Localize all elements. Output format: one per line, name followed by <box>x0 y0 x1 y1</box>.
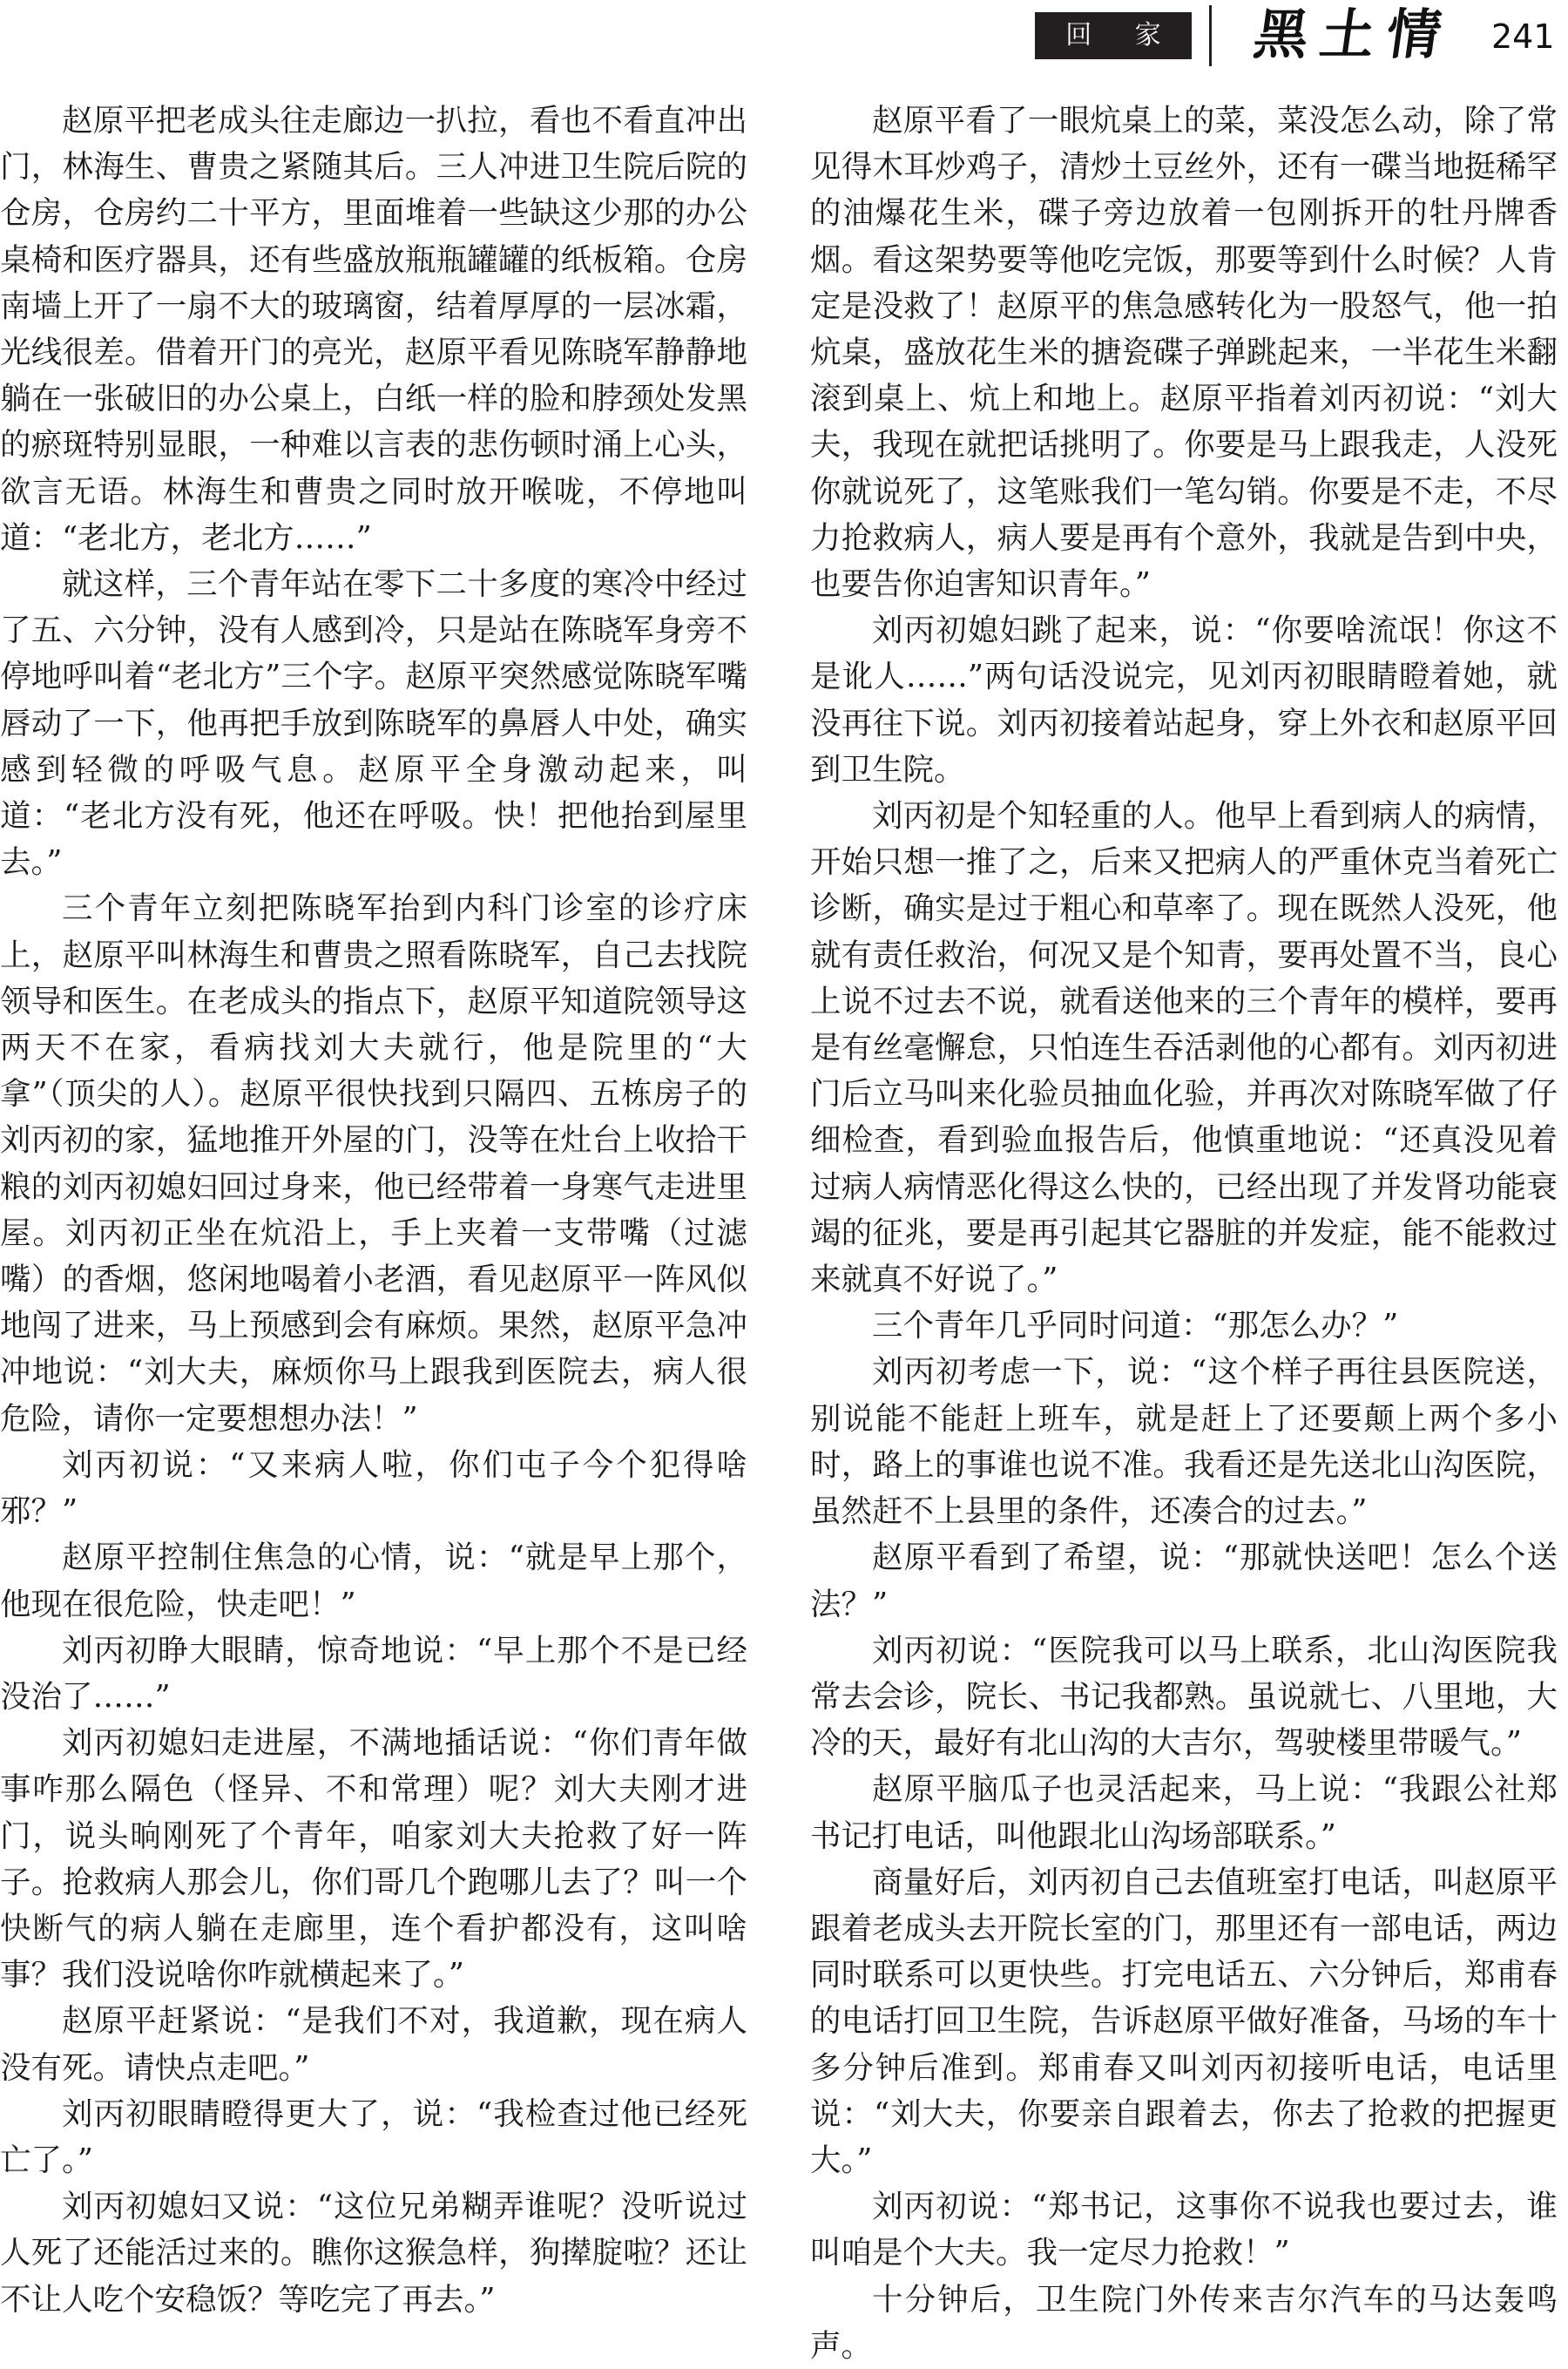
page-number: 241 <box>1491 17 1555 56</box>
paragraph: 赵原平看了一眼炕桌上的菜，菜没怎么动，除了常见得木耳炒鸡子，清炒土豆丝外，还有一碟当地挺稀罕的油爆花生米，碟子旁边放着一包刚拆开的牡丹牌香烟。看这架势要等他吃完饭，那要等到什么时候？人肯定是没救了！赵原平的焦急感转化为一股怒气，他一拍炕桌，盛放花生米的搪瓷碟子弹跳起来，一半花生米翻滚到桌上、炕上和地上。赵原平指着刘丙初说：“刘大夫，我现在就把话挑明了。你要是马上跟我走，人没死你就说死了，这笔账我们一笔勾销。你要是不走，不尽力抢救病人，病人要是再有个意外，我就是告到中央，也要告你迫害知识青年。” <box>810 103 1558 603</box>
header-divider <box>1209 5 1212 66</box>
right-column <box>810 98 1558 2369</box>
paragraph: 刘丙初说：“又来病人啦，你们屯子今个犯得啥邪？” <box>0 1446 747 1530</box>
paragraph: 赵原平看到了希望，说：“那就快送吧！怎么个送法？” <box>810 1540 1558 1622</box>
section-label: 回 家 <box>1035 12 1192 59</box>
paragraph: 刘丙初眼睛瞪得更大了，说：“我检查过他已经死亡了。” <box>0 2095 747 2178</box>
paragraph: 刘丙初考虑一下，说：“这个样子再往县医院送，别说能不能赶上班车，就是赶上了还要颠上两个多小时，路上的事谁也说不准。我看还是先送北山沟医院，虽然赶不上县里的条件，还凑合的过去。” <box>810 1354 1558 1530</box>
left-column <box>0 98 747 2323</box>
paragraph: 三个青年几乎同时问道：“那怎么办？” <box>872 1308 1399 1344</box>
paragraph: 刘丙初媳妇跳了起来，说：“你要啥流氓！你这不是讹人……”两句话没说完，见刘丙初眼睛瞪着她，就没再往下说。刘丙初接着站起身，穿上外衣和赵原平回到卫生院。 <box>810 613 1558 788</box>
paragraph: 赵原平赶紧说：“是我们不对，我道歉，现在病人没有死。请快点走吧。” <box>0 2003 747 2086</box>
paragraph: 赵原平控制住焦急的心情，说：“就是早上那个，他现在很危险，快走吧！” <box>0 1540 747 1622</box>
paragraph: 赵原平把老成头往走廊边一扒拉，看也不看直冲出门，林海生、曹贵之紧随其后。三人冲进卫生院后院的仓房，仓房约二十平方，里面堆着一些缺这少那的办公桌椅和医疗器具，还有些盛放瓶瓶罐罐的纸板箱。仓房南墙上开了一扇不大的玻璃窗，结着厚厚的一层冰霜，光线很差。借着开门的亮光，赵原平看见陈晓军静静地躺在一张破旧的办公桌上，白纸一样的脸和脖颈处发黑的瘀斑特别显眼，一种难以言表的悲伤顿时涌上心头，欲言无语。林海生和曹贵之同时放开喉咙，不停地叫道：“老北方，老北方……” <box>0 103 747 556</box>
paragraph: 刘丙初说：“郑书记，这事你不说我也要过去，谁叫咱是个大夫。我一定尽力抢救！” <box>810 2189 1558 2271</box>
paragraph: 就这样，三个青年站在零下二十多度的寒冷中经过了五、六分钟，没有人感到冷，只是站在陈晓军身旁不停地呼叫着“老北方”三个字。赵原平突然感觉陈晓军嘴唇动了一下，他再把手放到陈晓军的鼻唇人中处，确实感到轻微的呼吸气息。赵原平全身激动起来，叫道：“老北方没有死，他还在呼吸。快！把他抬到屋里去。” <box>0 566 747 881</box>
paragraph: 三个青年立刻把陈晓军抬到内科门诊室的诊疗床上，赵原平叫林海生和曹贵之照看陈晓军，自己去找院领导和医生。在老成头的指点下，赵原平知道院领导这两天不在家，看病找刘大夫就行，他是院里的“大拿”（顶尖的人）。赵原平很快找到只隔四、五栋房子的刘丙初的家，猛地推开外屋的门，没等在灶台上收拾干粮的刘丙初媳妇回过身来，他已经带着一身寒气走进里屋。刘丙初正坐在炕沿上，手上夹着一支带嘴（过滤嘴）的香烟，悠闲地喝着小老酒，看见赵原平一阵风似地闯了进来，马上预感到会有麻烦。果然，赵原平急冲冲地说：“刘大夫，麻烦你马上跟我到医院去，病人很危险，请你一定要想想办法！” <box>0 890 747 1437</box>
page-header <box>0 0 1568 78</box>
paragraph: 商量好后，刘丙初自己去值班室打电话，叫赵原平跟着老成头去开院长室的门，那里还有一部电话，两边同时联系可以更快些。打完电话五、六分钟后，郑甫春的电话打回卫生院，告诉赵原平做好准备，马场的车十多分钟后准到。郑甫春又叫刘丙初接听电话，电话里说：“刘大夫，你要亲自跟着去，你去了抢救的把握更大。” <box>810 1864 1558 2178</box>
paragraph: 十分钟后，卫生院门外传来吉尔汽车的马达轰鸣声。 <box>810 2281 1558 2364</box>
paragraph: 刘丙初是个知轻重的人。他早上看到病人的病情，开始只想一推了之，后来又把病人的严重休克当着死亡诊断，确实是过于粗心和草率了。现在既然人没死，他就有责任救治，何况又是个知青，要再处置不当，良心上说不过去不说，就看送他来的三个青年的模样，要再是有丝毫懈怠，只怕连生吞活剥他的心都有。刘丙初进门后立马叫来化验员抽血化验，并再次对陈晓军做了仔细检查，看到验血报告后，他慎重地说：“还真没见着过病人病情恶化得这么快的，已经出现了并发肾功能衰竭的征兆，要是再引起其它器脏的并发症，能不能救过来就真不好说了。” <box>810 798 1558 1298</box>
paragraph: 刘丙初说：“医院我可以马上联系，北山沟医院我常去会诊，院长、书记我都熟。虽说就七、八里地，大冷的天，最好有北山沟的大吉尔，驾驶楼里带暖气。” <box>810 1632 1558 1762</box>
paragraph: 赵原平脑瓜子也灵活起来，马上说：“我跟公社郑书记打电话，叫他跟北山沟场部联系。” <box>810 1771 1558 1854</box>
paragraph: 刘丙初睁大眼睛，惊奇地说：“早上那个不是已经没治了……” <box>0 1632 747 1715</box>
paragraph: 刘丙初媳妇又说：“这位兄弟糊弄谁呢？没听说过人死了还能活过来的。瞧你这猴急样，狗撵腚啦？还让不让人吃个安稳饭？等吃完了再去。” <box>0 2189 747 2318</box>
magazine-logo: 黑土情 <box>1249 3 1458 66</box>
paragraph: 刘丙初媳妇走进屋，不满地插话说：“你们青年做事咋那么隔色（怪异、不和常理）呢？刘大夫刚才进门，说头晌刚死了个青年，咱家刘大夫抢救了好一阵子。抢救病人那会儿，你们哥几个跑哪儿去了？叫一个快断气的病人躺在走廊里，连个看护都没有，这叫啥事？我们没说啥你咋就横起来了。” <box>0 1725 747 1993</box>
